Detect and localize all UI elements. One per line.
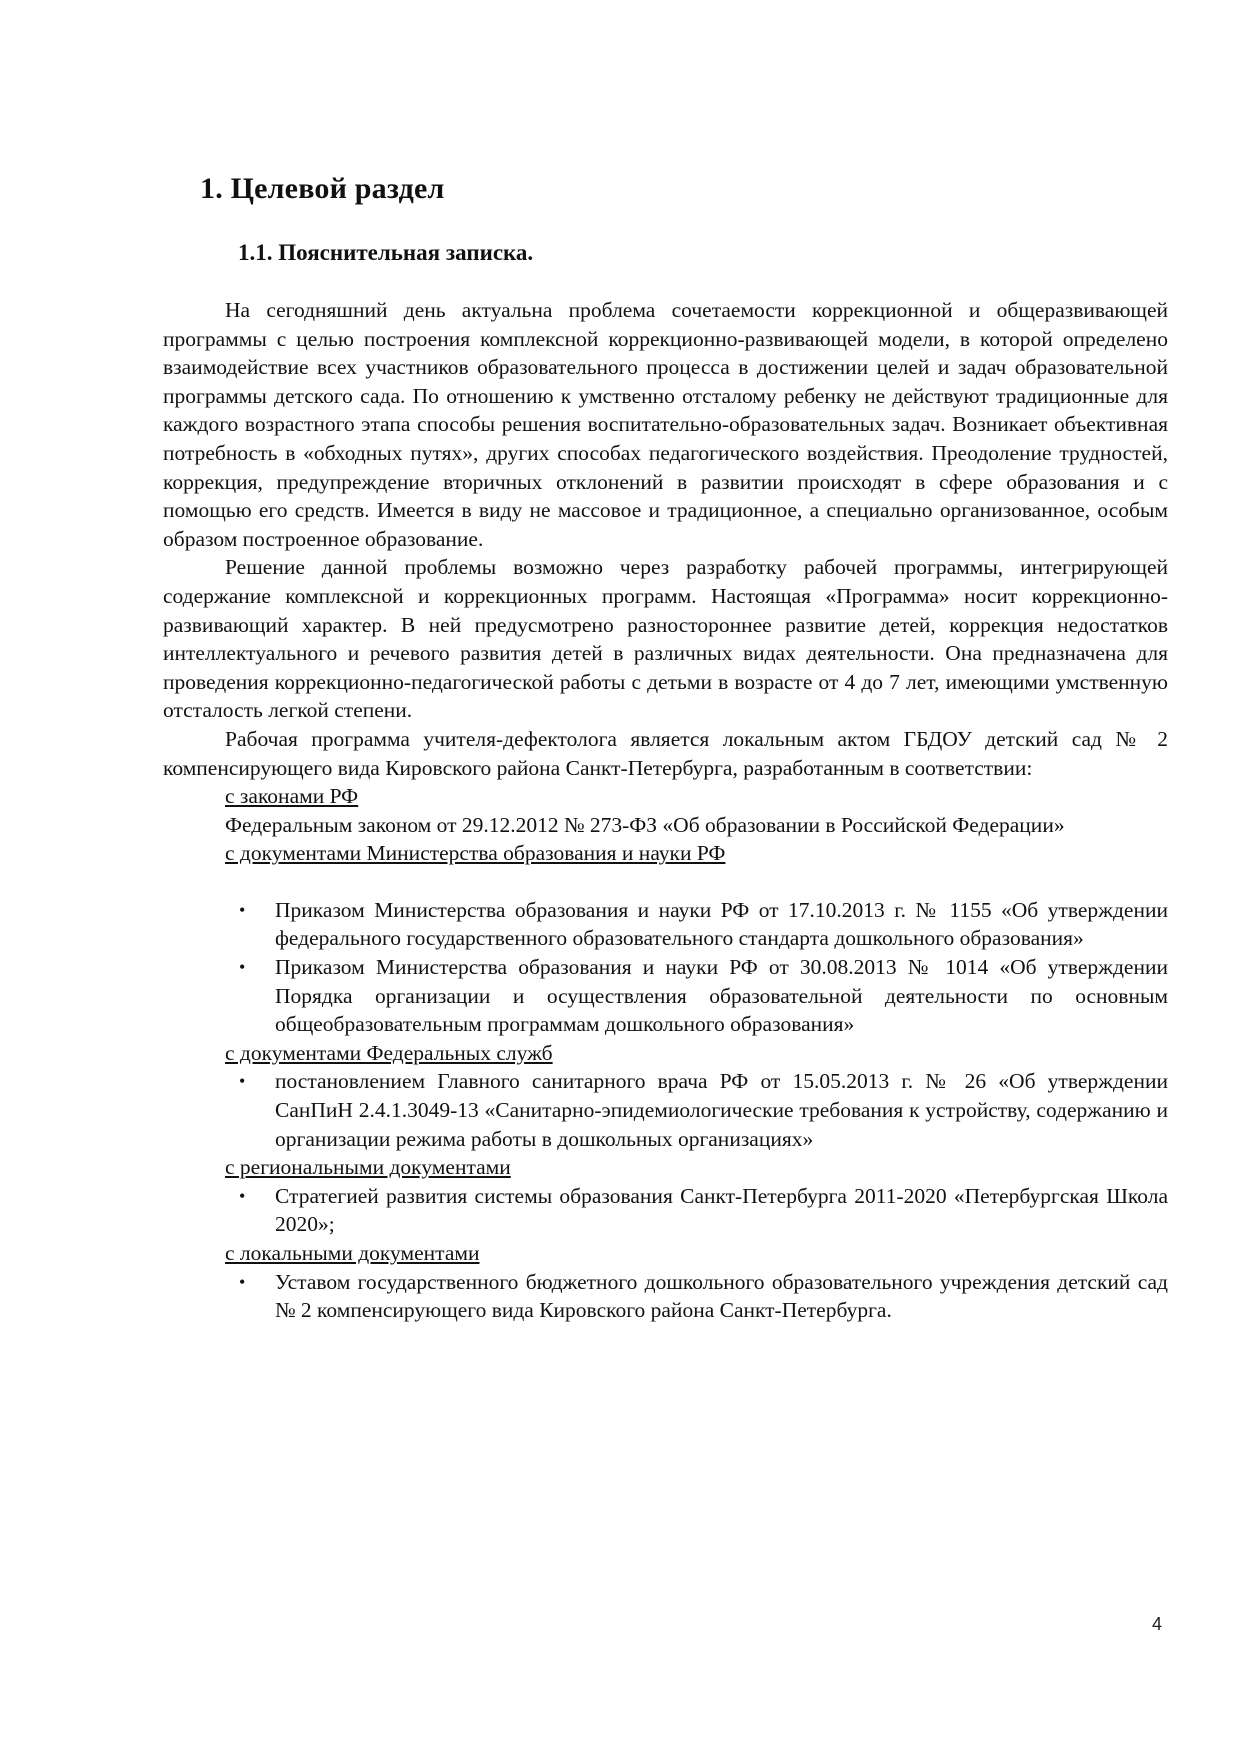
law-item: Федеральным законом от 29.12.2012 № 273-ФЗ «Об образовании в Российской Федерации» [225,812,1065,837]
subsection-heading: 1.1. Пояснительная записка. [238,240,534,265]
bullet-icon: • [239,1071,246,1092]
list-item-text: Приказом Министерства образования и науки РФ от 17.10.2013 г. № 1155 «Об утверждении федерального государственного образовательного стандарта дошкольного образования» [275,897,1168,951]
federal-list [163,1067,1168,1153]
list-item-text: Стратегией развития системы образования Санкт-Петербурга 2011-2020 «Петербургская Школа 2020»; [275,1183,1168,1237]
section-label-regional: с региональными документами [225,1155,511,1180]
local-list [163,1268,1168,1325]
document-body [163,296,1168,1325]
paragraph-3: Рабочая программа учителя-дефектолога является локальным актом ГБДОУ детский сад № 2 компенсирующего вида Кировского района Санкт-Петербурга, разработанным в соответствии: [163,726,1168,780]
bullet-icon: • [239,957,246,978]
list-item-text: постановлением Главного санитарного врача РФ от 15.05.2013 г. № 26 «Об утверждении СанПиН 2.4.1.3049-13 «Санитарно-эпидемиологические требования к устройству, содержанию и организации режима работы в дошкольных организациях» [275,1069,1168,1151]
list-item [163,953,1168,1039]
section-label-laws: с законами РФ [225,784,359,809]
section-label-federal: с документами Федеральных служб [225,1040,553,1065]
bullet-icon: • [239,1271,246,1292]
paragraph-2: Решение данной проблемы возможно через разработку рабочей программы, интегрирующей содержание комплексной и коррекционных программ. Настоящая «Программа» носит коррекционно-развивающий характер. В ней предусмотрено разностороннее развитие детей, коррекция недостатков интеллектуального и речевого развития детей в различных видах деятельности. Она предназначена для проведения коррекционно-педагогической работы с детьми в возрасте от 4 до 7 лет, имеющими умственную отсталость легкой степени. [163,555,1168,723]
section-label-ministry: с документами Министерства образования и науки РФ [225,841,726,866]
section-label-local: с локальными документами [225,1241,480,1265]
bullet-icon: • [239,1185,246,1206]
list-item-text: Уставом государственного бюджетного дошкольного образовательного учреждения детский сад № 2 компенсирующего вида Кировского района Санкт-Петербурга. [275,1269,1168,1323]
spacer [163,868,1168,896]
list-item [163,1268,1168,1325]
bullet-icon: • [239,899,246,920]
page-number: 4 [1152,1614,1163,1634]
list-item [163,1182,1168,1239]
section-heading: 1. Целевой раздел [200,172,445,205]
list-item [163,1067,1168,1153]
list-item [163,896,1168,953]
paragraph-1: На сегодняшний день актуальна проблема сочетаемости коррекционной и общеразвивающей программы с целью построения комплексной коррекционно-развивающей модели, в которой определено взаимодействие всех участников образовательного процесса в достижении целей и задач образовательной программы детского сада. По отношению к умственно отсталому ребенку не действуют традиционные для каждого возрастного этапа способы решения воспитательно-образовательных задач. Возникает объективная потребность в «обходных путях», других способах педагогического воздействия. Преодоление трудностей, коррекция, предупреждение вторичных отклонений в развитии происходят в сфере образования и с помощью его средств. Имеется в виду не массовое и традиционное, а специально организованное, особым образом построенное образование. [163,298,1168,551]
ministry-list [163,896,1168,1039]
list-item-text: Приказом Министерства образования и науки РФ от 30.08.2013 № 1014 «Об утверждении Порядка организации и осуществления образовательной деятельности по основным общеобразовательным программам дошкольного образования» [275,955,1168,1037]
regional-list [163,1182,1168,1239]
